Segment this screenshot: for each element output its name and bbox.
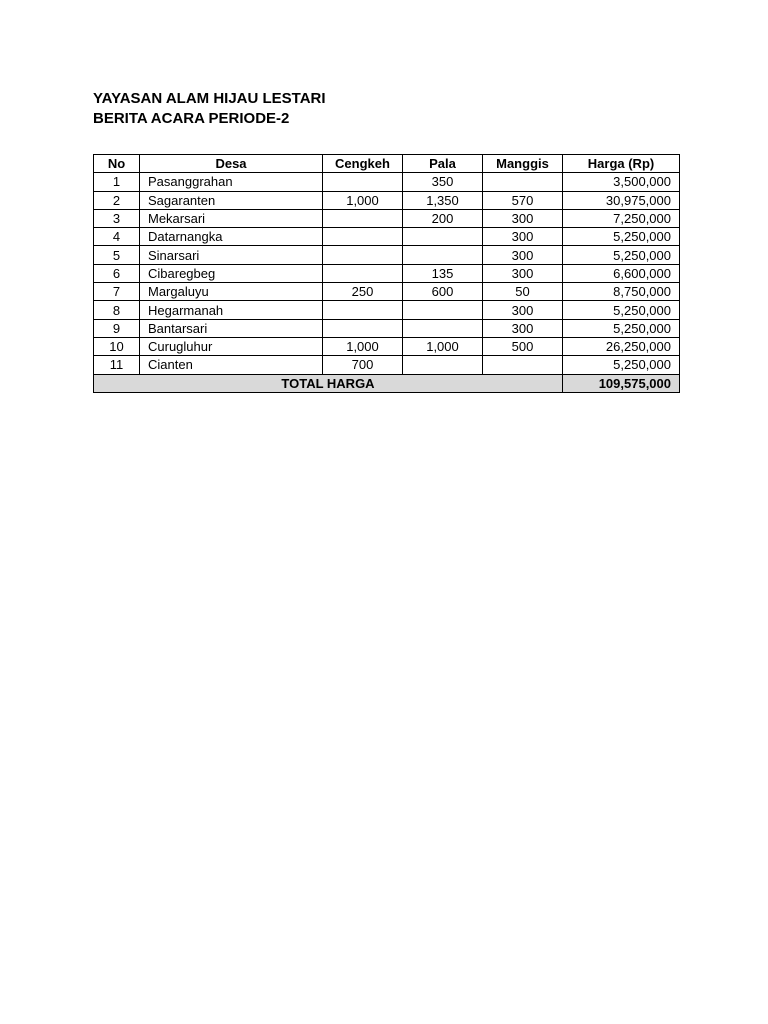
cell-harga: 5,250,000 — [563, 228, 680, 246]
cell-no: 4 — [94, 228, 140, 246]
cell-harga: 5,250,000 — [563, 246, 680, 264]
cell-harga: 8,750,000 — [563, 283, 680, 301]
document-heading — [93, 89, 326, 129]
cell-manggis: 50 — [483, 283, 563, 301]
header-desa: Desa — [140, 155, 323, 173]
cell-no: 7 — [94, 283, 140, 301]
table-row — [94, 264, 680, 282]
cell-cengkeh: 1,000 — [323, 337, 403, 355]
cell-manggis: 300 — [483, 264, 563, 282]
report-table — [93, 154, 680, 393]
cell-desa: Mekarsari — [140, 209, 323, 227]
report-title: BERITA ACARA PERIODE-2 — [93, 110, 290, 127]
cell-desa: Sinarsari — [140, 246, 323, 264]
cell-desa: Hegarmanah — [140, 301, 323, 319]
cell-desa: Datarnangka — [140, 228, 323, 246]
cell-manggis — [483, 173, 563, 191]
table-row — [94, 319, 680, 337]
table-row — [94, 209, 680, 227]
cell-cengkeh: 250 — [323, 283, 403, 301]
header-pala: Pala — [403, 155, 483, 173]
cell-cengkeh — [323, 264, 403, 282]
cell-pala — [403, 319, 483, 337]
table-row — [94, 228, 680, 246]
cell-manggis: 300 — [483, 319, 563, 337]
table-body — [94, 173, 680, 393]
cell-no: 10 — [94, 337, 140, 355]
total-value: 109,575,000 — [563, 374, 680, 392]
table-row — [94, 283, 680, 301]
cell-pala: 1,350 — [403, 191, 483, 209]
cell-pala — [403, 228, 483, 246]
cell-harga: 5,250,000 — [563, 301, 680, 319]
header-no: No — [94, 155, 140, 173]
cell-manggis: 300 — [483, 228, 563, 246]
table-row — [94, 246, 680, 264]
cell-desa: Cianten — [140, 356, 323, 374]
cell-pala: 350 — [403, 173, 483, 191]
cell-desa: Margaluyu — [140, 283, 323, 301]
cell-desa: Pasanggrahan — [140, 173, 323, 191]
cell-no: 5 — [94, 246, 140, 264]
cell-desa: Cibaregbeg — [140, 264, 323, 282]
cell-no: 3 — [94, 209, 140, 227]
cell-no: 1 — [94, 173, 140, 191]
cell-pala: 1,000 — [403, 337, 483, 355]
table-row — [94, 301, 680, 319]
cell-manggis: 570 — [483, 191, 563, 209]
header-harga: Harga (Rp) — [563, 155, 680, 173]
cell-no: 2 — [94, 191, 140, 209]
cell-manggis: 500 — [483, 337, 563, 355]
header-cengkeh: Cengkeh — [323, 155, 403, 173]
total-label: TOTAL HARGA — [94, 374, 563, 392]
cell-pala: 600 — [403, 283, 483, 301]
table-row — [94, 173, 680, 191]
cell-manggis: 300 — [483, 209, 563, 227]
cell-harga: 30,975,000 — [563, 191, 680, 209]
table-row — [94, 356, 680, 374]
cell-no: 11 — [94, 356, 140, 374]
cell-cengkeh — [323, 209, 403, 227]
cell-no: 6 — [94, 264, 140, 282]
table-row — [94, 337, 680, 355]
cell-cengkeh — [323, 228, 403, 246]
cell-cengkeh — [323, 246, 403, 264]
cell-pala — [403, 301, 483, 319]
cell-pala: 200 — [403, 209, 483, 227]
cell-manggis: 300 — [483, 246, 563, 264]
total-row — [94, 374, 680, 392]
table-row — [94, 191, 680, 209]
cell-harga: 7,250,000 — [563, 209, 680, 227]
cell-cengkeh — [323, 319, 403, 337]
table-header-row — [94, 155, 680, 173]
cell-pala — [403, 356, 483, 374]
cell-harga: 26,250,000 — [563, 337, 680, 355]
cell-desa: Sagaranten — [140, 191, 323, 209]
cell-pala — [403, 246, 483, 264]
cell-manggis: 300 — [483, 301, 563, 319]
cell-pala: 135 — [403, 264, 483, 282]
cell-cengkeh: 1,000 — [323, 191, 403, 209]
cell-no: 9 — [94, 319, 140, 337]
cell-cengkeh — [323, 173, 403, 191]
cell-harga: 5,250,000 — [563, 356, 680, 374]
cell-cengkeh: 700 — [323, 356, 403, 374]
cell-manggis — [483, 356, 563, 374]
cell-harga: 3,500,000 — [563, 173, 680, 191]
cell-desa: Bantarsari — [140, 319, 323, 337]
cell-no: 8 — [94, 301, 140, 319]
header-manggis: Manggis — [483, 155, 563, 173]
cell-harga: 6,600,000 — [563, 264, 680, 282]
cell-cengkeh — [323, 301, 403, 319]
cell-harga: 5,250,000 — [563, 319, 680, 337]
organization-title: YAYASAN ALAM HIJAU LESTARI — [93, 90, 326, 107]
cell-desa: Curugluhur — [140, 337, 323, 355]
